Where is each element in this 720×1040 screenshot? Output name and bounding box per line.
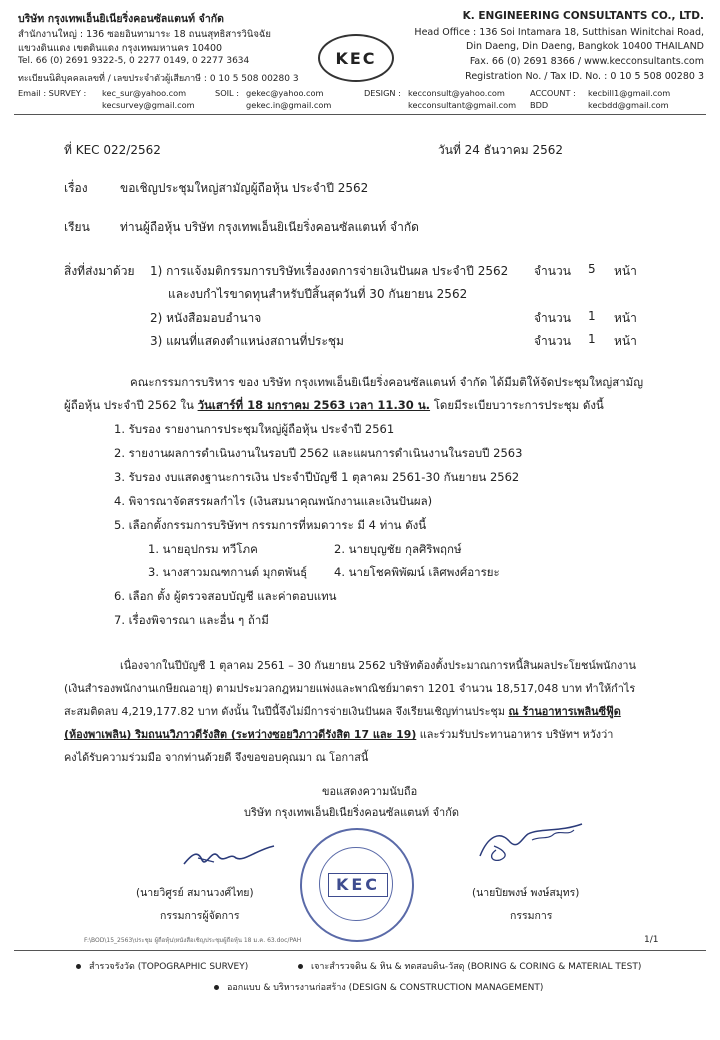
page-number: 1/1 [644, 935, 659, 945]
email-survey-label: Email : SURVEY : [18, 88, 87, 98]
email-soil-label: SOIL : [215, 88, 239, 98]
closing-company: บริษัท กรุงเทพเอ็นยิเนียริ่งคอนซัลแตนท์ จำกัด [244, 806, 460, 819]
agenda-item: 1. รับรอง รายงานการประชุมใหญ่ผู้ถือหุ้น ประจำปี 2561 [114, 422, 395, 436]
agenda-item: 6. เลือก ตั้ง ผู้ตรวจสอบบัญชี และค่าตอบแทน [114, 589, 337, 603]
enclosure-qty-label: จำนวน [534, 334, 571, 348]
agenda-item: 7. เรื่องพิจารณา และอื่น ๆ ถ้ามี [114, 613, 269, 627]
enclosure-qty-label: จำนวน [534, 264, 571, 278]
enclosure-unit: หน้า [614, 311, 637, 325]
recipient-label: เรียน [64, 220, 90, 234]
meeting-datetime: วันเสาร์ที่ 18 มกราคม 2563 เวลา 11.30 น. [197, 398, 431, 412]
email-bdd-label: BDD [530, 100, 549, 110]
enclosure-qty-label: จำนวน [534, 311, 571, 325]
company-name-en: K. ENGINEERING CONSULTANTS CO., LTD. [462, 10, 704, 22]
signature-managing-director [178, 836, 278, 872]
agenda-item: 5. เลือกตั้งกรรมการบริษัทฯ กรรมการที่หมดวาระ มี 4 ท่าน ดังนี้ [114, 518, 427, 532]
director-item: 1. นายอุปกรม ทวีโภค [148, 542, 258, 556]
agenda-item: 4. พิจารณาจัดสรรผลกำไร (เงินสมนาคุณพนักงานและเงินปันผล) [114, 494, 433, 508]
file-path: F:\BOD\15_2563\ประชุม ผู้ถือหุ้น\หนังสือเชิญประชุมผู้ถือหุ้น 18 ม.ค. 63.doc/PAH [84, 937, 302, 944]
service-design: ออกแบบ & บริหารงานก่อสร้าง (DESIGN & CONSTRUCTION MANAGEMENT) [214, 980, 543, 994]
enclosure-unit: หน้า [614, 264, 637, 278]
paragraph2-line5: คงได้รับความร่วมมือ จากท่านด้วยดี จึงขอขอบคุณมา ณ โอกาสนี้ [64, 751, 369, 764]
footer-divider [14, 950, 706, 951]
enclosure-qty: 1 [588, 309, 596, 323]
header-divider [14, 114, 706, 115]
enclosure-unit: หน้า [614, 334, 637, 348]
enclosure-item: 1) การแจ้งมติกรรมการบริษัทเรื่องงดการจ่ายเงินปันผล ประจำปี 2562 [150, 264, 509, 278]
director-item: 2. นายบุญชัย กุลศิริพฤกษ์ [334, 542, 462, 556]
company-logo [318, 34, 394, 82]
director-item: 4. นายโชคพิพัฒน์ เลิศพงศ์อารยะ [334, 565, 500, 579]
reference-number: ที่ KEC 022/2562 [64, 143, 161, 157]
enclosure-item: 3) แผนที่แสดงตำแหน่งสถานที่ประชุม [150, 334, 344, 348]
bullet-icon [214, 985, 219, 990]
email-design-label: DESIGN : [364, 88, 401, 98]
company-name-th: บริษัท กรุงเทพเอ็นยิเนียริ่งคอนซัลแตนท์ จำกัด [18, 13, 224, 25]
venue-name: ณ ร้านอาหารเพลินซีฟู๊ด [508, 705, 621, 718]
enclosure-item: และงบกำไรขาดทุนสำหรับปีสิ้นสุดวันที่ 30 กันยายน 2562 [168, 287, 468, 301]
agenda-item: 2. รายงานผลการดำเนินงานในรอบปี 2562 และแผนการดำเนินงานในรอบปี 2563 [114, 446, 523, 460]
fax-web-en: Fax. 66 (0) 2691 8366 / www.kecconsultants.com [469, 56, 704, 67]
closing-phrase: ขอแสดงความนับถือ [322, 785, 418, 798]
signatory1-title: กรรมการผู้จัดการ [160, 910, 240, 922]
signatory2-name: (นายปิยพงษ์ พงษ์สมุทร) [472, 887, 580, 899]
signature-director [470, 816, 590, 866]
email-survey-2[interactable]: kecsurvey@gmail.com [102, 100, 195, 110]
letter-date: วันที่ 24 ธันวาคม 2562 [438, 143, 564, 157]
email-survey-1[interactable]: kec_sur@yahoo.com [102, 88, 187, 98]
address-th-line2: แขวงดินแดง เขตดินแดง กรุงเทพมหานคร 10400 [18, 43, 223, 54]
paragraph2-line4: (ห้องพาเพลิน) ริมถนนวิภาวดีรังสิต (ระหว่างซอยวิภาวดีรังสิต 17 และ 19) และร่วมรับประทานอาหาร บริษัทฯ หวังว่า [64, 728, 614, 741]
director-item: 3. นางสาวมณฑกานต์ มุกตพันธุ์ [148, 565, 308, 579]
address-en-line2: Din Daeng, Din Daeng, Bangkok 10400 THAILAND [466, 41, 704, 52]
recipient-text: ท่านผู้ถือหุ้น บริษัท กรุงเทพเอ็นยิเนียริ่งคอนซัลแตนท์ จำกัด [120, 220, 419, 234]
enclosures-label: สิ่งที่ส่งมาด้วย [64, 264, 135, 278]
agenda-item: 3. รับรอง งบแสดงฐานะการเงิน ประจำปีบัญชี 1 ตุลาคม 2561-30 กันยายน 2562 [114, 470, 520, 484]
logo-text: KEC [335, 48, 377, 68]
bullet-icon [76, 964, 81, 969]
email-account-label: ACCOUNT : [530, 88, 576, 98]
email-soil-1[interactable]: gekec@yahoo.com [246, 88, 324, 98]
registration-th: ทะเบียนนิติบุคคลเลขที่ / เลขประจำตัวผู้เสียภาษี : 0 10 5 508 00280 3 [18, 74, 299, 84]
email-design-2[interactable]: kecconsultant@gmail.com [408, 100, 517, 110]
signatory2-title: กรรมการ [510, 910, 553, 922]
address-th-line1: สำนักงานใหญ่ : 136 ซอยอินทามาระ 18 ถนนสุทธิสารวินิจฉัย [18, 29, 271, 40]
email-bdd-1[interactable]: kecbdd@gmail.com [588, 100, 669, 110]
email-design-1[interactable]: kecconsult@yahoo.com [408, 88, 505, 98]
service-survey: สำรวจรังวัด (TOPOGRAPHIC SURVEY) [76, 959, 248, 973]
signatory1-name: (นายวิศูรย์ สมานวงศ์ไทย) [136, 887, 254, 899]
seal-text: KEC [328, 873, 388, 897]
subject-text: ขอเชิญประชุมใหญ่สามัญผู้ถือหุ้น ประจำปี 2562 [120, 181, 369, 195]
bullet-icon [298, 964, 303, 969]
enclosure-qty: 1 [588, 332, 596, 346]
paragraph2-line3: สะสมติดลบ 4,219,177.82 บาท ดังนั้น ในปีนี้จึงไม่มีการจ่ายเงินปันผล จึงเรียนเชิญท่านประชุม ณ ร้านอาหารเพลินซีฟู๊ด [64, 705, 621, 718]
paragraph2-line1: เนื่องจากในปีบัญชี 1 ตุลาคม 2561 – 30 กันยายน 2562 บริษัทต้องตั้งประมาณการหนี้สินผลประโยชน์พนักงาน [120, 659, 636, 672]
service-boring: เจาะสำรวจดิน & หิน & ทดสอบดิน-วัสดุ (BORING & CORING & MATERIAL TEST) [298, 959, 641, 973]
email-soil-2[interactable]: gekec.in@gmail.com [246, 100, 332, 110]
subject-label: เรื่อง [64, 181, 88, 195]
paragraph2-line2: (เงินสำรองพนักงานเกษียณอายุ) ตามประมวลกฎหมายแพ่งและพาณิชย์มาตรา 1201 จำนวน 18,517,048 บาท ทำให้กำไร [64, 682, 636, 695]
company-seal [300, 828, 414, 942]
enclosure-item: 2) หนังสือมอบอำนาจ [150, 311, 262, 325]
tel-th: Tel. 66 (0) 2691 9322-5, 0 2277 0149, 0 2277 3634 [18, 56, 250, 66]
email-account-1[interactable]: kecbill1@gmail.com [588, 88, 671, 98]
registration-en: Registration No. / Tax ID. No. : 0 10 5 508 00280 3 [465, 71, 704, 82]
venue-location: (ห้องพาเพลิน) ริมถนนวิภาวดีรังสิต (ระหว่างซอยวิภาวดีรังสิต 17 และ 19) [64, 728, 417, 741]
address-en-line1: Head Office : 136 Soi Intamara 18, Sutthisan Winitchai Road, [414, 27, 704, 38]
paragraph1-line1: คณะกรรมการบริหาร ของ บริษัท กรุงเทพเอ็นยิเนียริ่งคอนซัลแตนท์ จำกัด ได้มีมติให้จัดประชุมใหญ่สามัญ [130, 375, 644, 389]
paragraph1-line2: ผู้ถือหุ้น ประจำปี 2562 ใน วันเสาร์ที่ 18 มกราคม 2563 เวลา 11.30 น. โดยมีระเบียบวาระการประชุม ดังนี้ [64, 398, 604, 412]
enclosure-qty: 5 [588, 262, 596, 276]
